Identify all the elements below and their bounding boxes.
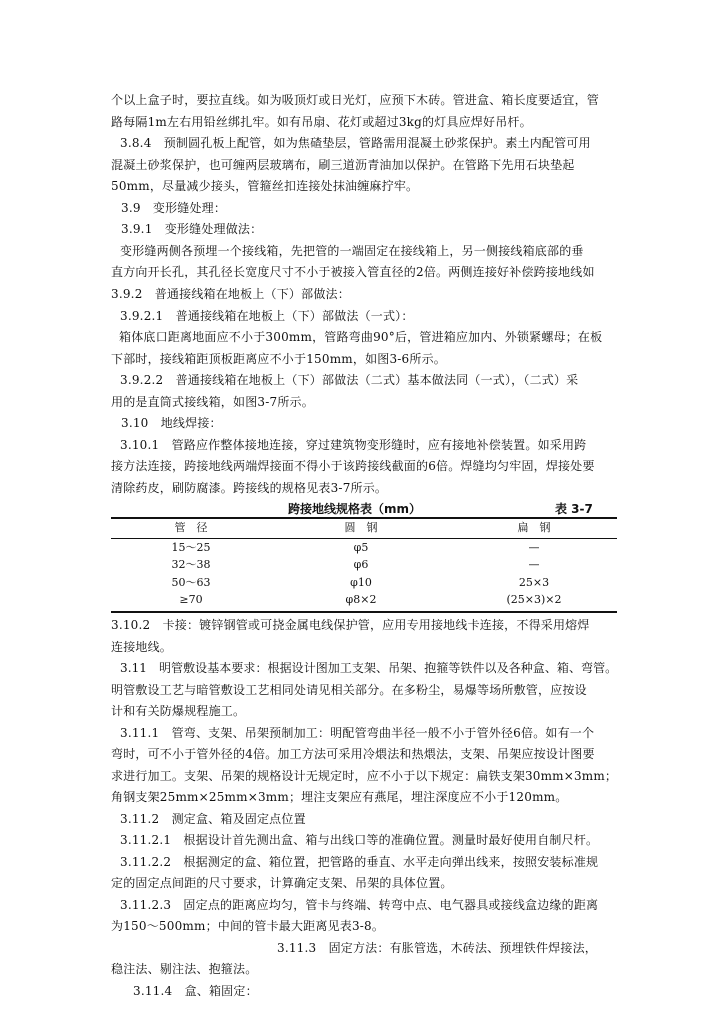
table-cell: φ6 (353, 558, 369, 571)
text-line: 用的是直筒式接线箱，如图3-7所示。 (111, 395, 314, 409)
section-heading: 3.9.1 变形缝处理做法： (121, 222, 263, 236)
text-line: 弯时，可不小于管外径的4倍。加工方法可采用冷煨法和热煨法，支架、吊架应按设计图要 (111, 747, 595, 761)
text-line: 定的固定点间距的尺寸要求，计算确定支架、吊架的具体位置。 (111, 876, 453, 890)
text-line: 3.11.2.3 固定点的距离应均匀，管卡与终端、转弯中点、电气器具或接线盒边缘的距离 (120, 898, 599, 912)
section-heading: 3.9.2 普通接线箱在地板上（下）部做法： (111, 287, 350, 301)
text-line: 明管敷设工艺与暗管敷设工艺相同处请见相关部分。在多粉尘，易爆等场所敷管，应按设 (111, 683, 587, 697)
table-cell: φ8×2 (345, 593, 377, 606)
text-line: 3.11.2.1 根据设计首先测出盒、箱与出线口等的准确位置。测量时最好使用自制尺杆。 (120, 833, 599, 847)
text-line: 3.11.3 固定方法：有胀管选，木砖法、预埋铁件焊接法， (277, 941, 597, 955)
table-cell: ≥70 (179, 593, 203, 606)
section-heading: 3.9 变形缝处理： (121, 201, 227, 215)
table-number: 表 3-7 (555, 502, 593, 516)
table-header-cell: 圆 钢 (344, 521, 378, 534)
text-line: 下部时，接线箱距顶板距离应不小于150mm，如图3-6所示。 (111, 352, 446, 366)
text-line: 清除药皮，刷防腐漆。跨接线的规格见表3-7所示。 (111, 481, 388, 495)
table-bottom-rule (111, 611, 617, 613)
section-heading: 3.10 地线焊接： (121, 416, 222, 430)
text-line: 50mm，尽量减少接头，管箍丝扣连接处抹油缠麻拧牢。 (111, 179, 419, 193)
text-line: 3.10.2 卡接：镀锌钢管或可挠金属电线保护管，应用专用接地线卡连接，不得采用熔焊 (111, 618, 590, 632)
section-heading: 3.11.4 盒、箱固定： (133, 984, 258, 998)
text-line: 为150～500mm；中间的管卡最大距离见表3-8。 (111, 919, 385, 933)
section-heading: 3.11.2 测定盒、箱及固定点位置 (120, 812, 306, 826)
text-line: 变形缝两侧各预埋一个接线箱，先把管的一端固定在接线箱上，另一侧接线箱底部的垂 (120, 244, 584, 258)
text-line: 3.11.1 管弯、支架、吊架预制加工：明配管弯曲半径一般不小于管外径6倍。如有一个 (120, 726, 595, 740)
text-line: 箱体底口距离地面应不小于300mm，管路弯曲90°后，管进箱应加内、外锁紧螺母；在板 (119, 330, 603, 344)
text-line: 角钢支架25mm×25mm×3mm；埋注支架应有燕尾，埋注深度应不小于120mm。 (111, 790, 568, 804)
text-line: 3.10.1 管路应作整体接地连接，穿过建筑物变形缝时，应有接地补偿装置。如采用跨 (120, 438, 587, 452)
text-line: 连接地线。 (111, 640, 173, 654)
table-header-cell: 管 径 (174, 521, 208, 534)
section-heading: 3.11 明管敷设基本要求：根据设计图加工支架、吊架、抱箍等铁件以及各种盒、箱、弯管。 (120, 661, 618, 675)
table-cell: 15～25 (171, 541, 211, 554)
text-line: 稳注法、剔注法、抱箍法。 (111, 962, 258, 976)
table-cell: φ10 (350, 576, 372, 589)
text-line: 3.11.2.2 根据测定的盒、箱位置，把管路的垂直、水平走向弹出线来，按照安装标准规 (120, 855, 599, 869)
text-line: 计和有关防爆规程施工。 (111, 704, 246, 718)
table-cell: (25×3)×2 (506, 593, 562, 606)
section-heading: 3.9.2.1 普通接线箱在地板上（下）部做法（一式）： (120, 309, 414, 323)
text-line: 接方法连接，跨接地线两端焊接面不得小于该跨接线截面的6倍。焊缝均匀牢固，焊接处要 (111, 459, 595, 473)
table-cell: — (528, 558, 540, 571)
table-header-cell: 扁 钢 (517, 521, 551, 534)
text-line: 直方向开长孔，其孔径长宽度尺寸不小于被接入管直径的2倍。两侧连接好补偿跨接地线如 (111, 265, 595, 279)
text-line: 混凝土砂浆保护，也可缠两层玻璃布，刷三道沥青油加以保护。在管路下先用石块垫起 (111, 158, 575, 172)
text-line: 路每隔1m左右用铅丝绑扎牢。如有吊扇、花灯或超过3kg的灯具应焊好吊杆。 (111, 115, 532, 129)
text-line: 求进行加工。支架、吊架的规格设计无规定时，应不小于以下规定：扁铁支架30mm×3mm； (111, 769, 618, 783)
text-line: 个以上盒子时，要拉直线。如为吸顶灯或日光灯，应预下木砖。管进盒、箱长度要适宜，管 (111, 93, 600, 107)
table-title: 跨接地线规格表（mm） (288, 502, 422, 516)
table-cell: 25×3 (518, 576, 550, 589)
text-line: 3.8.4 预制圆孔板上配管，如为焦碴垫层，管路需用混凝土砂浆保护。素土内配管可用 (120, 136, 591, 150)
table-cell: — (528, 541, 540, 554)
table-cell: 32～38 (171, 558, 211, 571)
table-top-rule (111, 517, 617, 519)
table-cell: 50～63 (171, 576, 211, 589)
text-line: 3.9.2.2 普通接线箱在地板上（下）部做法（二式）基本做法同（一式），（二式）采 (120, 373, 579, 387)
table-header-rule (111, 538, 617, 539)
table-cell: φ5 (353, 541, 369, 554)
